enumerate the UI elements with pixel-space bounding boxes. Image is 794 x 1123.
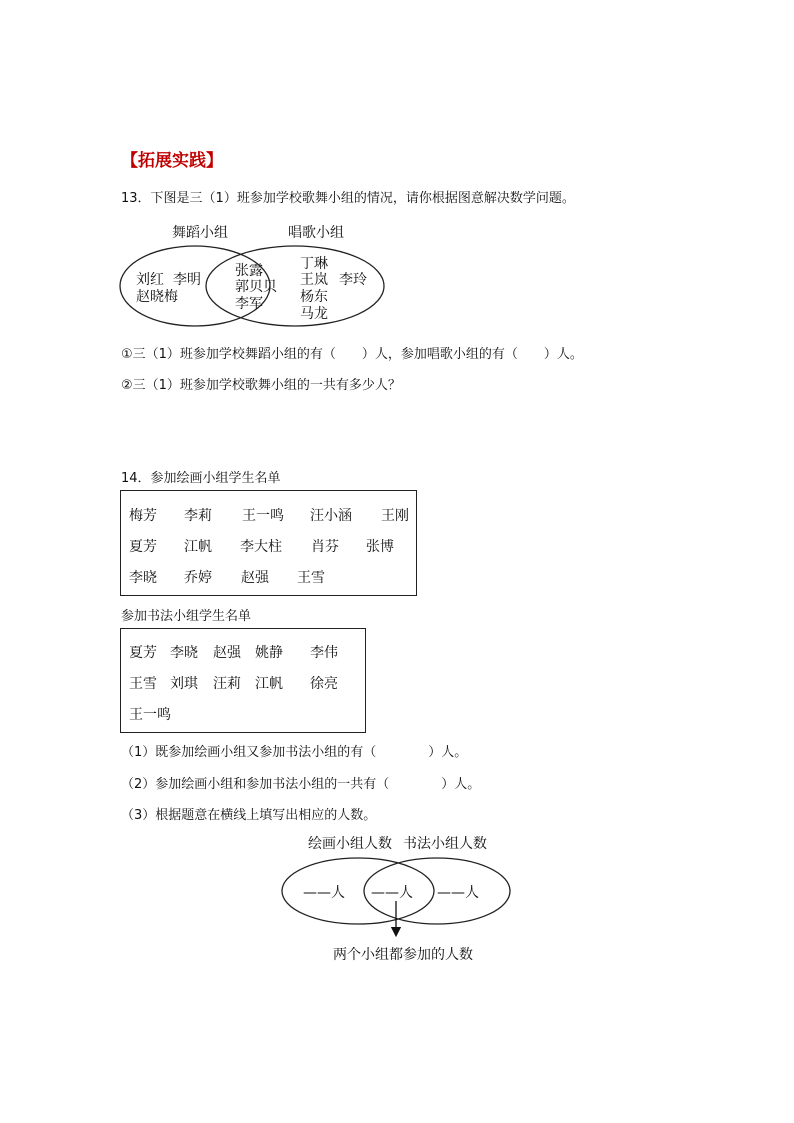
dance-only-name: 刘红 bbox=[136, 272, 164, 288]
dance-group-label: 舞蹈小组 bbox=[172, 225, 228, 241]
painting-name: 肖芬 bbox=[311, 539, 339, 555]
calligraphy-name: 汪莉 bbox=[213, 676, 241, 692]
q13-sub1: ①三（1）班参加学校舞蹈小组的有（ ）人，参加唱歌小组的有（ ）人。 bbox=[121, 347, 583, 362]
calligraphy-count-label: 书法小组人数 bbox=[403, 836, 487, 852]
dance-only-name: 赵晓梅 bbox=[136, 289, 178, 305]
painting-name: 江帆 bbox=[184, 539, 212, 555]
painting-count-label: 绘画小组人数 bbox=[308, 836, 392, 852]
painting-name: 李莉 bbox=[184, 508, 212, 524]
singing-only-name: 杨东 bbox=[300, 289, 328, 305]
calligraphy-name: 李晓 bbox=[170, 645, 198, 661]
painting-name: 梅芳 bbox=[129, 508, 157, 524]
both-groups-name: 郭贝贝 bbox=[235, 279, 277, 295]
calligraphy-name: 徐亮 bbox=[310, 676, 338, 692]
section-title: 【拓展实践】 bbox=[121, 151, 223, 171]
painting-name: 乔婷 bbox=[184, 570, 212, 586]
dance-only-name: 李明 bbox=[173, 272, 201, 288]
q14-sub1: （1）既参加绘画小组又参加书法小组的有（ ）人。 bbox=[121, 745, 468, 760]
painting-name: 夏芳 bbox=[129, 539, 157, 555]
both-groups-arrow-label: 两个小组都参加的人数 bbox=[333, 947, 473, 963]
singing-only-name: 丁琳 bbox=[300, 256, 328, 272]
painting-name: 王雪 bbox=[297, 570, 325, 586]
calligraphy-name: 王一鸣 bbox=[129, 707, 171, 723]
q13-stem: 13．下图是三（1）班参加学校歌舞小组的情况，请你根据图意解决数学问题。 bbox=[121, 191, 575, 206]
both-groups-blank: ——人 bbox=[371, 885, 413, 901]
singing-only-name: 李玲 bbox=[339, 272, 367, 288]
painting-name: 张博 bbox=[366, 539, 394, 555]
both-groups-name: 张露 bbox=[235, 263, 263, 279]
calligraphy-name: 刘琪 bbox=[170, 676, 198, 692]
painting-name: 王一鸣 bbox=[242, 508, 284, 524]
calligraphy-title: 参加书法小组学生名单 bbox=[121, 609, 252, 624]
painting-name: 汪小涵 bbox=[310, 508, 352, 524]
q14-sub2: （2）参加绘画小组和参加书法小组的一共有（ ）人。 bbox=[121, 777, 481, 792]
calligraphy-name: 赵强 bbox=[213, 645, 241, 661]
calligraphy-name: 江帆 bbox=[255, 676, 283, 692]
calligraphy-name: 王雪 bbox=[129, 676, 157, 692]
singing-only-name: 王岚 bbox=[300, 272, 328, 288]
painting-name: 赵强 bbox=[241, 570, 269, 586]
q13-sub2: ②三（1）班参加学校歌舞小组的一共有多少人？ bbox=[121, 378, 401, 393]
calligraphy-name: 姚静 bbox=[255, 645, 283, 661]
calligraphy-name-box bbox=[120, 628, 366, 733]
singing-group-label: 唱歌小组 bbox=[288, 225, 344, 241]
painting-name-box bbox=[120, 490, 417, 596]
both-groups-name: 李军 bbox=[235, 296, 263, 312]
singing-only-name: 马龙 bbox=[300, 306, 328, 322]
painting-name: 李晓 bbox=[129, 570, 157, 586]
painting-name: 李大柱 bbox=[240, 539, 282, 555]
calligraphy-only-blank: ——人 bbox=[437, 885, 479, 901]
painting-only-blank: ——人 bbox=[303, 885, 345, 901]
q14-sub3: （3）根据题意在横线上填写出相应的人数。 bbox=[121, 808, 377, 823]
q14-title: 14．参加绘画小组学生名单 bbox=[121, 471, 281, 486]
calligraphy-name: 夏芳 bbox=[129, 645, 157, 661]
painting-name: 王刚 bbox=[381, 508, 409, 524]
calligraphy-name: 李伟 bbox=[310, 645, 338, 661]
q14-venn-diagram bbox=[275, 830, 520, 970]
q13-venn-diagram bbox=[110, 218, 400, 336]
